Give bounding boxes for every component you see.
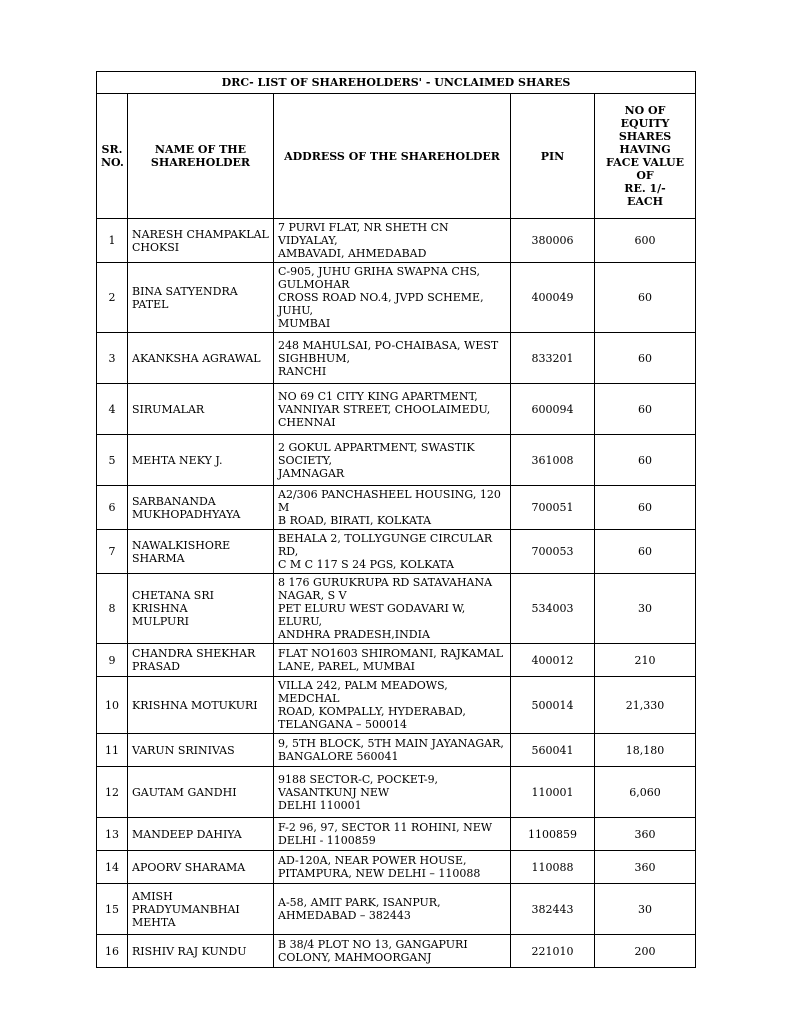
address-line: 248 MAHULSAI, PO-CHAIBASA, WEST <box>278 338 499 352</box>
cell-address <box>274 263 511 333</box>
header-shares-line: EQUITY <box>620 117 670 130</box>
cell-shareholder-name <box>128 935 274 968</box>
cell-pin: 400049 <box>511 263 595 333</box>
address-line: CROSS ROAD NO.4, JVPD SCHEME, JUHU, <box>278 291 484 317</box>
cell-sr-no: 15 <box>97 884 128 935</box>
cell-shares: 60 <box>595 435 696 486</box>
cell-sr-no: 1 <box>97 219 128 263</box>
table-row <box>97 644 696 677</box>
cell-sr-no: 3 <box>97 333 128 384</box>
address-line: GULMOHAR <box>278 278 350 291</box>
cell-pin: 380006 <box>511 219 595 263</box>
header-name: NAME OF THE SHAREHOLDER <box>128 94 274 219</box>
header-shares-line: RE. 1/- <box>624 182 666 195</box>
address-line: PITAMPURA, NEW DELHI – 110088 <box>278 867 481 880</box>
address-line: SOCIETY, <box>278 453 333 467</box>
cell-shareholder-name <box>128 851 274 884</box>
cell-pin: 1100859 <box>511 818 595 851</box>
address-line: AD-120A, NEAR POWER HOUSE, <box>278 854 467 867</box>
address-line: NAGAR, S V <box>278 589 347 602</box>
name-line: PRADYUMANBHAI <box>132 902 240 916</box>
address-line: 7 PURVI FLAT, NR SHETH CN VIDYALAY, <box>278 221 449 247</box>
name-line: GAUTAM GANDHI <box>132 785 237 799</box>
name-line: VARUN SRINIVAS <box>132 743 235 757</box>
cell-address <box>274 818 511 851</box>
cell-pin: 534003 <box>511 574 595 644</box>
name-line: MEHTA NEKY J. <box>132 453 223 467</box>
cell-address <box>274 486 511 530</box>
cell-pin: 382443 <box>511 884 595 935</box>
address-line: JAMNAGAR <box>278 466 345 480</box>
table-row <box>97 530 696 574</box>
cell-shares: 60 <box>595 384 696 435</box>
address-line: NO 69 C1 CITY KING APARTMENT, <box>278 389 478 403</box>
cell-shareholder-name <box>128 574 274 644</box>
cell-shareholder-name <box>128 818 274 851</box>
address-line: BEHALA 2, TOLLYGUNGE CIRCULAR RD, <box>278 532 493 558</box>
address-line: TELANGANA – 500014 <box>278 718 408 731</box>
cell-sr-no: 10 <box>97 677 128 734</box>
header-shares-line: EACH <box>626 195 664 208</box>
header-shares-line: SHARES <box>618 130 672 143</box>
cell-shareholder-name <box>128 219 274 263</box>
cell-shares: 6,060 <box>595 767 696 818</box>
cell-shares: 210 <box>595 644 696 677</box>
cell-shareholder-name <box>128 486 274 530</box>
cell-pin: 221010 <box>511 935 595 968</box>
address-line: A-58, AMIT PARK, ISANPUR, <box>278 896 441 909</box>
name-line: CHOKSI <box>132 240 180 254</box>
header-shares-line: NO OF <box>624 104 666 117</box>
cell-address <box>274 767 511 818</box>
cell-shareholder-name <box>128 263 274 333</box>
name-line: AKANKSHA AGRAWAL <box>132 351 261 365</box>
address-line: BANGALORE 560041 <box>278 750 399 763</box>
table-row <box>97 884 696 935</box>
cell-sr-no: 14 <box>97 851 128 884</box>
table-body <box>97 219 696 968</box>
address-line: 2 GOKUL APPARTMENT, SWASTIK <box>278 440 475 454</box>
table-row <box>97 263 696 333</box>
cell-address <box>274 884 511 935</box>
cell-address <box>274 574 511 644</box>
name-line: NARESH CHAMPAKLAL <box>132 227 269 241</box>
table-row <box>97 767 696 818</box>
address-line: C-905, JUHU GRIHA SWAPNA CHS, <box>278 265 480 278</box>
header-sr: SR. NO. <box>97 94 128 219</box>
cell-sr-no: 8 <box>97 574 128 644</box>
name-line: PATEL <box>132 297 169 311</box>
name-line: SHARMA <box>132 551 185 565</box>
name-line: CHETANA SRI KRISHNA <box>132 589 214 615</box>
address-line: FLAT NO1603 SHIROMANI, RAJKAMAL <box>278 647 504 660</box>
table-row <box>97 734 696 767</box>
header-shares <box>595 94 696 219</box>
address-line: 9, 5TH BLOCK, 5TH MAIN JAYANAGAR, <box>278 737 504 750</box>
cell-shares: 30 <box>595 574 696 644</box>
name-line: NAWALKISHORE <box>132 538 231 552</box>
table-row <box>97 677 696 734</box>
cell-sr-no: 13 <box>97 818 128 851</box>
cell-sr-no: 6 <box>97 486 128 530</box>
cell-pin: 110001 <box>511 767 595 818</box>
cell-pin: 400012 <box>511 644 595 677</box>
cell-sr-no: 5 <box>97 435 128 486</box>
table-row <box>97 574 696 644</box>
cell-shares: 60 <box>595 333 696 384</box>
address-line: RANCHI <box>278 364 327 378</box>
cell-pin: 560041 <box>511 734 595 767</box>
name-line: MULPURI <box>132 615 189 628</box>
cell-address <box>274 384 511 435</box>
cell-pin: 500014 <box>511 677 595 734</box>
cell-pin: 700051 <box>511 486 595 530</box>
cell-address <box>274 333 511 384</box>
cell-pin: 833201 <box>511 333 595 384</box>
header-shares-line: OF <box>636 169 654 182</box>
address-line: SIGHBHUM, <box>278 351 350 365</box>
name-line: MEHTA <box>132 915 176 929</box>
cell-shares: 600 <box>595 219 696 263</box>
table-row <box>97 818 696 851</box>
cell-shares: 21,330 <box>595 677 696 734</box>
table-row <box>97 219 696 263</box>
name-line: CHANDRA SHEKHAR <box>132 647 256 660</box>
cell-pin: 361008 <box>511 435 595 486</box>
cell-shares: 60 <box>595 263 696 333</box>
cell-shareholder-name <box>128 767 274 818</box>
address-line: VASANTKUNJ NEW <box>278 785 390 799</box>
cell-shareholder-name <box>128 884 274 935</box>
address-line: DELHI - 1100859 <box>278 834 376 847</box>
address-line: F-2 96, 97, SECTOR 11 ROHINI, NEW <box>278 821 493 834</box>
table-title: DRC- LIST OF SHAREHOLDERS' - UNCLAIMED SHARES <box>97 72 696 94</box>
address-line: 8 176 GURUKRUPA RD SATAVAHANA <box>278 576 493 589</box>
address-line: ANDHRA PRADESH,INDIA <box>278 628 430 641</box>
shareholders-table <box>96 71 696 968</box>
header-pin: PIN <box>511 94 595 219</box>
cell-sr-no: 2 <box>97 263 128 333</box>
address-line: VANNIYAR STREET, CHOOLAIMEDU, <box>278 402 491 416</box>
address-line: ROAD, KOMPALLY, HYDERABAD, <box>278 705 466 718</box>
address-line: DELHI 110001 <box>278 798 362 812</box>
address-line: AMBAVADI, AHMEDABAD <box>278 247 427 260</box>
cell-address <box>274 935 511 968</box>
header-row <box>97 94 696 219</box>
table-row <box>97 384 696 435</box>
table-row <box>97 333 696 384</box>
address-line: B 38/4 PLOT NO 13, GANGAPURI <box>278 938 468 951</box>
cell-address <box>274 734 511 767</box>
name-line: SIRUMALAR <box>132 402 205 416</box>
name-line: PRASAD <box>132 660 180 673</box>
name-line: KRISHNA MOTUKURI <box>132 698 258 712</box>
cell-shares: 18,180 <box>595 734 696 767</box>
cell-sr-no: 11 <box>97 734 128 767</box>
cell-address <box>274 677 511 734</box>
address-line: A2/306 PANCHASHEEL HOUSING, 120 M <box>278 488 501 514</box>
address-line: AHMEDABAD – 382443 <box>278 909 411 922</box>
cell-sr-no: 16 <box>97 935 128 968</box>
cell-sr-no: 12 <box>97 767 128 818</box>
cell-shares: 60 <box>595 530 696 574</box>
cell-shareholder-name <box>128 677 274 734</box>
address-line: 9188 SECTOR-C, POCKET-9, <box>278 772 439 786</box>
address-line: LANE, PAREL, MUMBAI <box>278 660 416 673</box>
address-line: CHENNAI <box>278 415 336 429</box>
cell-address <box>274 530 511 574</box>
header-address: ADDRESS OF THE SHAREHOLDER <box>274 94 511 219</box>
cell-shares: 60 <box>595 486 696 530</box>
cell-shares: 30 <box>595 884 696 935</box>
address-line: C M C 117 S 24 PGS, KOLKATA <box>278 558 454 571</box>
address-line: B ROAD, BIRATI, KOLKATA <box>278 514 432 527</box>
address-line: MUMBAI <box>278 317 331 330</box>
cell-shares: 200 <box>595 935 696 968</box>
cell-shareholder-name <box>128 384 274 435</box>
cell-address <box>274 435 511 486</box>
table-row <box>97 851 696 884</box>
address-line: COLONY, MAHMOORGANJ <box>278 951 432 964</box>
name-line: MANDEEP DAHIYA <box>132 827 242 841</box>
cell-pin: 600094 <box>511 384 595 435</box>
cell-address <box>274 219 511 263</box>
cell-sr-no: 9 <box>97 644 128 677</box>
cell-shares: 360 <box>595 818 696 851</box>
name-line: MUKHOPADHYAYA <box>132 507 241 521</box>
header-shares-line: HAVING <box>619 143 671 156</box>
cell-shares: 360 <box>595 851 696 884</box>
header-shares-line: FACE VALUE <box>606 156 685 169</box>
cell-address <box>274 851 511 884</box>
address-line: VILLA 242, PALM MEADOWS, MEDCHAL <box>278 679 448 705</box>
cell-shareholder-name <box>128 435 274 486</box>
cell-address <box>274 644 511 677</box>
cell-pin: 110088 <box>511 851 595 884</box>
table-row <box>97 435 696 486</box>
table-row <box>97 486 696 530</box>
name-line: AMISH <box>132 889 173 903</box>
table-row <box>97 935 696 968</box>
cell-pin: 700053 <box>511 530 595 574</box>
cell-sr-no: 4 <box>97 384 128 435</box>
cell-shareholder-name <box>128 734 274 767</box>
name-line: SARBANANDA <box>132 494 216 508</box>
address-line: PET ELURU WEST GODAVARI W, ELURU, <box>278 602 466 628</box>
cell-shareholder-name <box>128 530 274 574</box>
name-line: RISHIV RAJ KUNDU <box>132 944 247 958</box>
name-line: BINA SATYENDRA <box>132 284 238 298</box>
name-line: APOORV SHARAMA <box>132 860 246 874</box>
cell-shareholder-name <box>128 333 274 384</box>
cell-shareholder-name <box>128 644 274 677</box>
cell-sr-no: 7 <box>97 530 128 574</box>
